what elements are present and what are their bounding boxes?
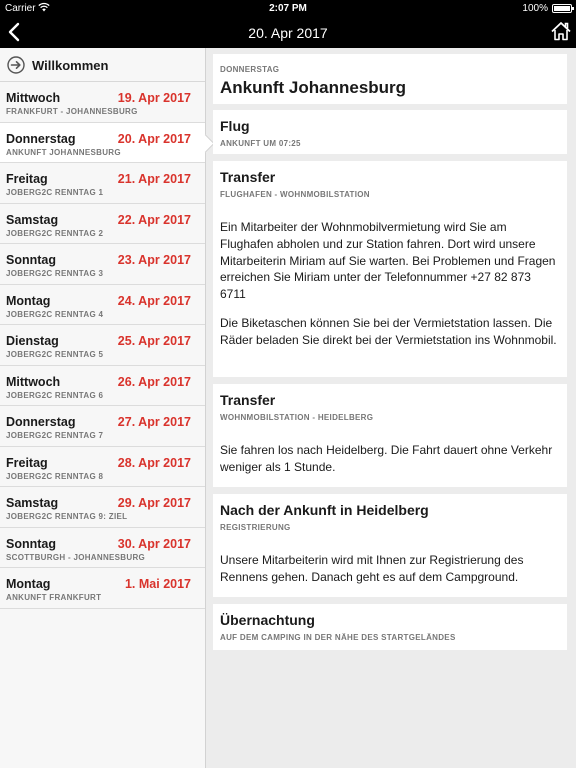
day-name: Sonntag <box>6 253 56 267</box>
event-title: Transfer <box>220 392 276 408</box>
event-title: Flug <box>220 118 250 134</box>
day-subtitle: JOBERG2C RENNTAG 8 <box>6 471 104 481</box>
day-subtitle: SCOTTBURGH - JOHANNESBURG <box>6 552 146 562</box>
sidebar-item-label: Willkommen <box>32 58 109 73</box>
day-date: 27. Apr 2017 <box>117 415 191 429</box>
day-name: Mittwoch <box>6 91 61 105</box>
battery-icon <box>552 4 572 13</box>
event-card-flug[interactable] <box>213 110 567 154</box>
day-date: 29. Apr 2017 <box>117 496 191 510</box>
day-subtitle: JOBERG2C RENNTAG 5 <box>6 350 104 359</box>
event-caption: WOHNMOBILSTATION - HEIDELBERG <box>220 413 374 422</box>
day-date: 26. Apr 2017 <box>117 374 191 389</box>
sidebar-day-item[interactable] <box>0 406 205 447</box>
day-name: Dienstag <box>6 334 59 348</box>
event-description: Die Biketaschen können Sie bei der Vermietstation lassen. Die Räder beladen Sie direkt bei der Vermietstation ins Wohnmobil. <box>220 316 557 347</box>
day-name: Donnerstag <box>6 131 76 146</box>
day-date: 22. Apr 2017 <box>117 212 191 227</box>
event-description: Ein Mitarbeiter der Wohnmobilvermietung wird Sie am Flughafen abholen und zur Station fahren. Dort wird unsere Mitarbeiterin Miriam auf Sie warten. Bei Problemen und Fragen erreichen Sie Miriam unter der Telefonnummer +27 82 873 6711 <box>220 220 556 302</box>
event-description: Sie fahren los nach Heidelberg. Die Fahrt dauert ohne Verkehr weniger als 1 Stunde. <box>220 443 553 474</box>
day-subtitle: JOBERG2C RENNTAG 4 <box>6 309 104 319</box>
day-subtitle: ANKUNFT JOHANNESBURG <box>6 147 121 157</box>
day-name: Samstag <box>6 496 59 510</box>
sidebar-day-item[interactable] <box>0 82 205 123</box>
day-date: 30. Apr 2017 <box>117 536 191 551</box>
day-date: 28. Apr 2017 <box>117 455 191 470</box>
day-name: Samstag <box>6 212 59 227</box>
day-subtitle: JOBERG2C RENNTAG 2 <box>6 228 104 238</box>
day-header-card <box>213 54 567 104</box>
day-subtitle: FRANKFURT - JOHANNESBURG <box>6 107 138 116</box>
day-date: 20. Apr 2017 <box>117 131 191 146</box>
sidebar-day-item[interactable] <box>0 163 205 204</box>
nav-title: 20. Apr 2017 <box>248 25 328 41</box>
day-date: 23. Apr 2017 <box>117 253 191 267</box>
event-card-transfer[interactable] <box>213 384 567 487</box>
day-name: Mittwoch <box>6 374 61 389</box>
day-name: Sonntag <box>6 536 56 551</box>
battery-fill <box>554 6 570 11</box>
day-subtitle: JOBERG2C RENNTAG 3 <box>6 269 104 278</box>
home-icon[interactable] <box>550 20 572 42</box>
day-subtitle: ANKUNFT FRANKFURT <box>6 593 102 602</box>
day-subtitle: JOBERG2C RENNTAG 7 <box>6 431 104 440</box>
sidebar-day-item[interactable] <box>0 528 205 569</box>
sidebar-day-item-selected[interactable] <box>0 123 205 164</box>
event-card-transfer[interactable] <box>213 161 567 377</box>
sidebar-day-item[interactable] <box>0 568 205 609</box>
status-bar <box>0 0 576 17</box>
sidebar-day-item[interactable] <box>0 244 205 285</box>
day-date: 21. Apr 2017 <box>117 172 191 186</box>
event-description: Unsere Mitarbeiterin wird mit Ihnen zur Registrierung des Rennens gehen. Danach geht es auf dem Campground. <box>220 553 524 584</box>
day-name: Montag <box>6 577 51 591</box>
event-title: Transfer <box>220 169 276 185</box>
day-date: 1. Mai 2017 <box>124 577 191 591</box>
sidebar-day-item[interactable] <box>0 325 205 366</box>
day-subtitle: JOBERG2C RENNTAG 6 <box>6 390 104 400</box>
day-detail <box>207 48 576 768</box>
carrier-label: Carrier <box>5 3 36 14</box>
sidebar-day-item[interactable] <box>0 204 205 245</box>
day-name: Freitag <box>6 455 48 470</box>
day-name: Freitag <box>6 172 48 186</box>
nav-bar <box>0 17 576 48</box>
event-card-overnight[interactable] <box>213 604 567 650</box>
event-caption: REGISTRIERUNG <box>220 523 291 532</box>
event-caption: AUF DEM CAMPING IN DER NÄHE DES STARTGELÄNDES <box>220 633 456 642</box>
sidebar-day-item[interactable] <box>0 285 205 326</box>
day-subtitle: JOBERG2C RENNTAG 9: ZIEL <box>6 512 128 521</box>
sidebar-day-item[interactable] <box>0 447 205 488</box>
event-card-arrival[interactable] <box>213 494 567 597</box>
arrow-right-circle-icon <box>7 56 25 74</box>
event-title: Übernachtung <box>220 612 315 628</box>
battery-percent: 100% <box>522 3 548 14</box>
day-date: 25. Apr 2017 <box>117 334 191 348</box>
day-name: Montag <box>6 293 51 308</box>
day-date: 19. Apr 2017 <box>117 91 191 105</box>
sidebar <box>0 48 206 768</box>
day-title: Ankunft Johannesburg <box>220 78 407 97</box>
sidebar-day-item[interactable] <box>0 366 205 407</box>
day-date: 24. Apr 2017 <box>117 293 191 308</box>
sidebar-day-item[interactable] <box>0 487 205 528</box>
day-subtitle: JOBERG2C RENNTAG 1 <box>6 188 104 197</box>
event-caption: ANKUNFT UM 07:25 <box>220 139 301 148</box>
event-caption: FLUGHAFEN - WOHNMOBILSTATION <box>220 190 370 199</box>
day-weekday: DONNERSTAG <box>220 65 280 74</box>
sidebar-item-welcome[interactable] <box>0 48 205 82</box>
event-title: Nach der Ankunft in Heidelberg <box>220 502 429 518</box>
day-name: Donnerstag <box>6 415 76 429</box>
status-time: 2:07 PM <box>269 3 307 14</box>
